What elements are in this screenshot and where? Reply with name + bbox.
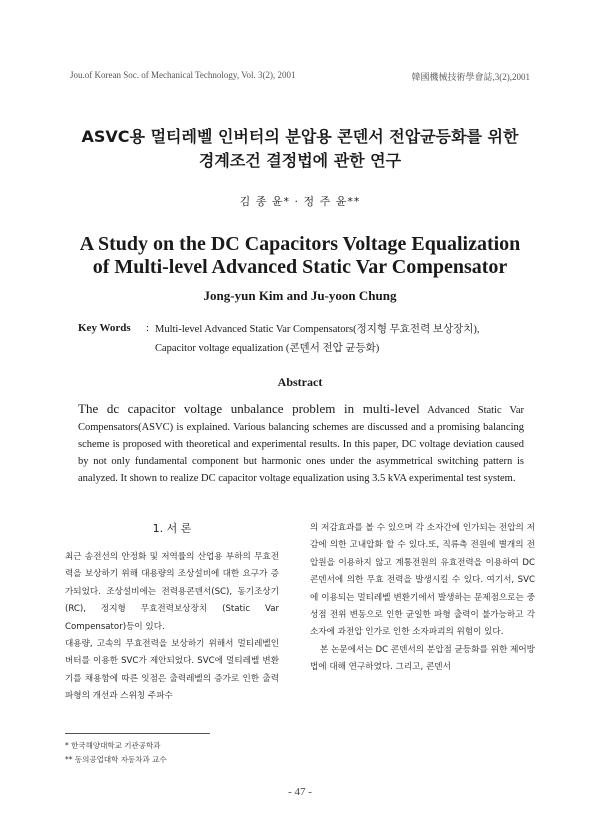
journal-header-right: 韓國機械技術學會誌,3(2),2001 (411, 72, 530, 82)
footnote-2: ** 동의공업대학 자동차과 교수 (65, 755, 167, 764)
english-authors: Jong-yun Kim and Ju-yoon Chung (203, 288, 397, 303)
english-title-line-2: of Multi-level Advanced Static Var Compensator (92, 256, 508, 278)
right-column (310, 520, 535, 677)
abstract-heading: Abstract (277, 375, 323, 389)
abstract-lead: The dc capacitor voltage unbalance problem in multi-level (78, 401, 420, 416)
english-title-line-1: A Study on the DC Capacitors Voltage Equalization (79, 233, 521, 255)
intro-paragraph-4: 본 논문에서는 DC 콘덴서의 분압점 균등화를 위한 제어방법에 대해 연구하였다. 그리고, 콘덴서 (310, 644, 535, 673)
section-heading-introduction: 1. 서 론 (152, 522, 192, 535)
abstract-body (78, 400, 524, 487)
journal-header-left: Jou.of Korean Soc. of Mechanical Technology, Vol. 3(2), 2001 (70, 70, 296, 80)
page-number: - 47 - (288, 786, 312, 798)
korean-title-line-2: 경계조건 결정법에 관한 연구 (198, 151, 402, 170)
keywords-line-1: Multi-level Advanced Static Var Compensators(정지형 무효전력 보상장치), (155, 324, 480, 335)
footnote-1: * 한국해양대학교 기관공학과 (65, 741, 161, 750)
abstract-text: Advanced Static Var Compensators(ASVC) is explained. Various balancing schemes are discussed and a promising balancing scheme is proposed with theoretical and experimental results. In this paper, DC voltage deviation caused by not only fundamental component but harmonic ones under the asymmetrical switching pattern is analyzed. It shown to realize DC capacitor voltage equalization using 3.5 kVA experimental test system. (78, 405, 525, 484)
intro-paragraph-3: 의 저감효과를 볼 수 있으며 각 소자간에 인가되는 전압의 저감에 의한 고내압화 할 수 있다.또, 직류측 전원에 별개의 전압원을 이용하지 않고 계통전원의 유효전력을 이용하여 DC 콘덴서에 의한 무효 전력을 발생시킬 수 있다. 여기서, SVC에 이용되는 멀티레벨 변환기에서 발생하는 문제점으로는 중성점 전위 변동으로 인한 균일한 파형 출력이 불가능하고 각 소자에 과전압 인가로 인한 소자파괴의 위험이 있다. (310, 523, 535, 638)
intro-paragraph-2: 대용량, 고속의 무효전력을 보상하기 위해서 멀티레벨인버터를 이용한 SVC가 제안되었다. SVC에 멀티레벨 변환기를 채용함에 따른 잇점은 출력레벨의 증가로 인한 출력파형의 개선과 스위칭 주파수 (65, 639, 279, 702)
left-column (65, 549, 279, 706)
keywords-label: Key Words (78, 322, 131, 334)
intro-paragraph-1: 최근 송전선의 안정화 및 저역률의 산업용 부하의 무효전력을 보상하기 위해 대용량의 조상설비에 대한 요구가 증가되었다. 조상설비에는 전력용콘덴서(SC), 동기조상기(RC), 정지형 무효전력보상장치 (Static Var Compensator)등이 있다. (65, 552, 279, 632)
korean-title-line-1: ASVC용 멀티레벨 인버터의 분압용 콘덴서 전압균등화를 위한 (81, 127, 519, 146)
korean-authors: 김 종 윤* · 정 주 윤** (239, 195, 361, 208)
keywords-colon: : (146, 322, 150, 334)
footnote-divider (65, 733, 210, 734)
keywords-line-2: Capacitor voltage equalization (콘덴서 전압 균등화) (155, 343, 380, 354)
